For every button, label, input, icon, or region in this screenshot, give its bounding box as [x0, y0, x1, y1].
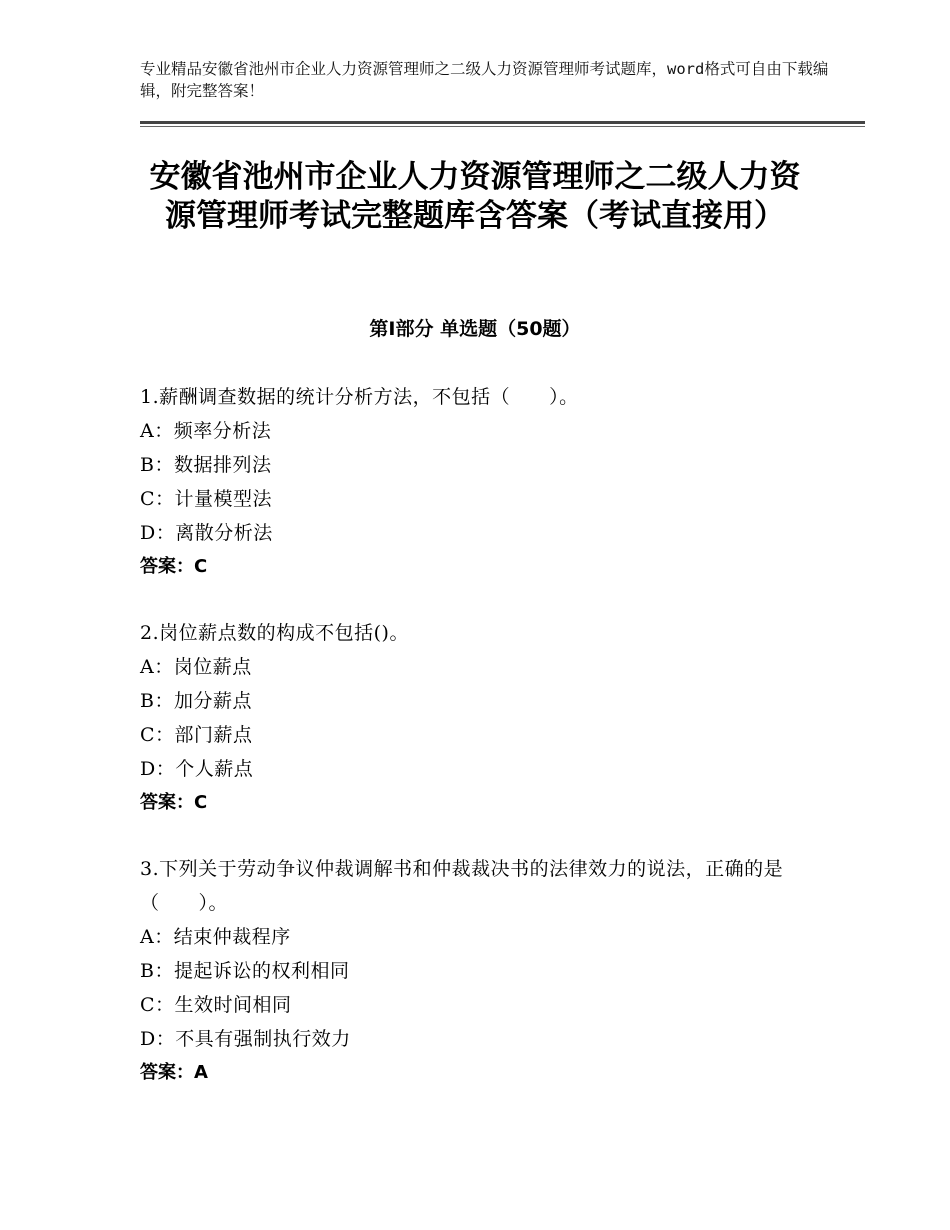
section-title: 第Ⅰ部分 单选题（50题） — [369, 318, 581, 340]
option-c: C：部门薪点 — [140, 724, 253, 746]
document-title: 安徽省池州市企业人力资源管理师之二级人力资源管理师考试完整题库含答案（考试直接用） — [149, 159, 801, 234]
option-d: D：不具有强制执行效力 — [140, 1028, 351, 1050]
header-rule-thick — [140, 121, 865, 124]
option-b: B：加分薪点 — [140, 690, 252, 712]
option-b: B：数据排列法 — [140, 454, 272, 476]
question-3 — [140, 852, 800, 1090]
option-a: A：岗位薪点 — [140, 656, 252, 678]
option-c: C：生效时间相同 — [140, 994, 292, 1016]
option-d: D：个人薪点 — [140, 758, 254, 780]
question-stem: 1.薪酬调查数据的统计分析方法，不包括（ ）。 — [140, 386, 579, 408]
answer: 答案：A — [140, 1062, 208, 1083]
header-rule-thin — [140, 126, 865, 127]
answer: 答案：C — [140, 792, 208, 813]
option-a: A：频率分析法 — [140, 420, 272, 442]
option-b: B：提起诉讼的权利相同 — [140, 960, 350, 982]
option-a: A：结束仲裁程序 — [140, 926, 291, 948]
question-list — [140, 380, 800, 1122]
option-c: C：计量模型法 — [140, 488, 273, 510]
header-note: 专业精品安徽省池州市企业人力资源管理师之二级人力资源管理师考试题库，word格式可自由下载编辑，附完整答案！ — [140, 60, 829, 100]
question-stem: 3.下列关于劳动争议仲裁调解书和仲裁裁决书的法律效力的说法，正确的是（ ）。 — [140, 858, 784, 914]
question-2 — [140, 616, 800, 820]
option-d: D：离散分析法 — [140, 522, 273, 544]
answer: 答案：C — [140, 556, 208, 577]
question-1 — [140, 380, 800, 584]
question-stem: 2.岗位薪点数的构成不包括()。 — [140, 622, 409, 644]
